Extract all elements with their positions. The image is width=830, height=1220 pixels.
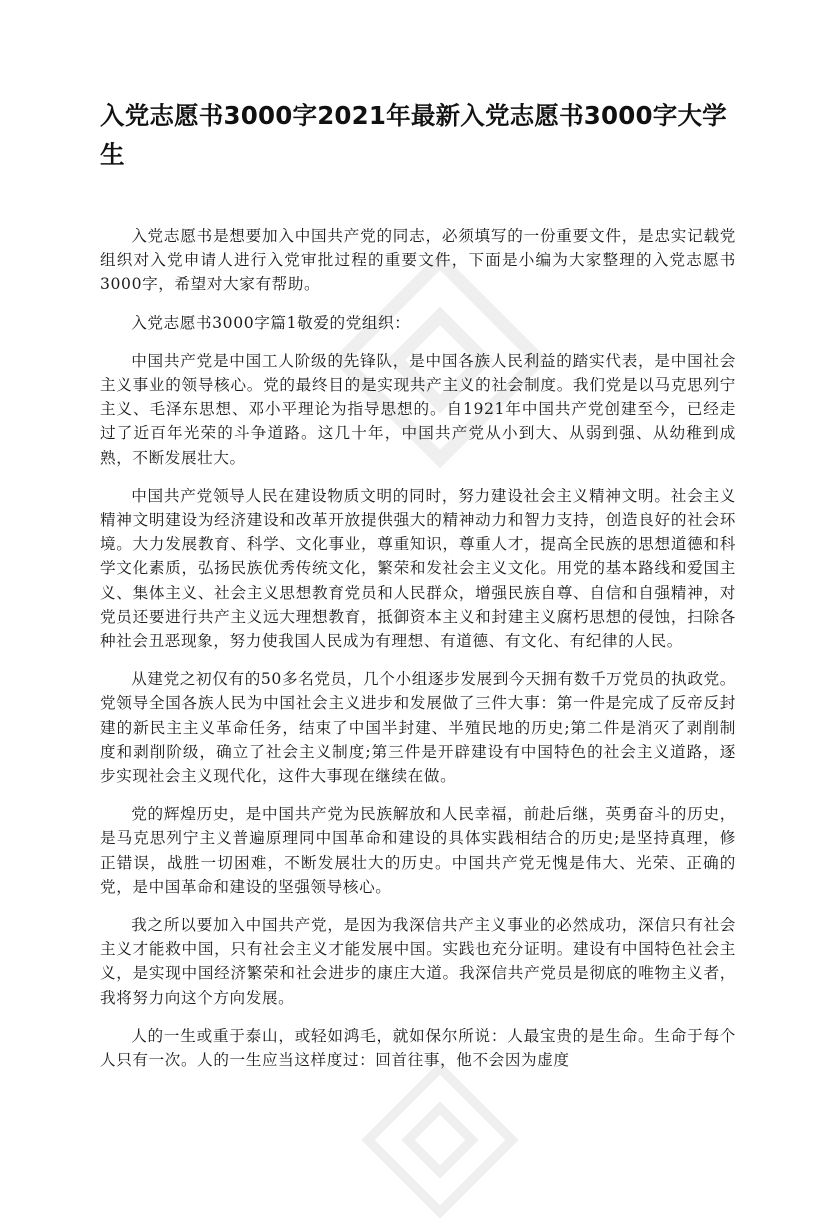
document-title: 入党志愿书3000字2021年最新入党志愿书3000字大学生 (100, 101, 727, 169)
paragraph-intro: 入党志愿书是想要加入中国共产党的同志，必须填写的一份重要文件，是忠实记载党组织对入党申请人进行入党审批过程的重要文件，下面是小编为大家整理的入党志愿书3000字，希望对大家有帮助。 (100, 227, 736, 294)
paragraph: 中国共产党领导人民在建设物质文明的同时，努力建设社会主义精神文明。社会主义精神文明建设为经济建设和改革开放提供强大的精神动力和智力支持，创造良好的社会环境。大力发展教育、科学、文化事业，尊重知识，尊重人才，提高全民族的思想道德和科学文化素质，弘扬民族优秀传统文化，繁荣和发社会主义文化。用党的基本路线和爱国主义、集体主义、社会主义思想教育党员和人民群众，增强民族自尊、自信和自强精神，对党员还要进行共产主义远大理想教育，抵御资本主义和封建主义腐朽思想的侵蚀，扫除各种社会丑恶现象，努力使我国人民成为有理想、有道德、有文化、有纪律的人民。 (100, 486, 736, 651)
paragraph: 党的辉煌历史，是中国共产党为民族解放和人民幸福，前赴后继，英勇奋斗的历史，是马克思列宁主义普遍原理同中国革命和建设的具体实践相结合的历史;是坚持真理，修正错误，战胜一切困难，不断发展壮大的历史。中国共产党无愧是伟大、光荣、正确的党，是中国革命和建设的坚强领导核心。 (100, 805, 736, 896)
paragraph: 中国共产党是中国工人阶级的先锋队，是中国各族人民利益的踏实代表，是中国社会主义事业的领导核心。党的最终目的是实现共产主义的社会制度。我们党是以马克思列宁主义、毛泽东思想、邓小平理论为指导思想的。自1921年中国共产党创建至今，已经走过了近百年光荣的斗争道路。这几十年，中国共产党从小到大、从弱到强、从幼稚到成熟，不断发展壮大。 (100, 351, 736, 467)
document-body (100, 224, 736, 1072)
paragraph-salutation: 入党志愿书3000字篇1敬爱的党组织： (131, 313, 411, 332)
paragraph: 人的一生或重于泰山，或轻如鸿毛，就如保尔所说：人最宝贵的是生命。生命于每个人只有一次。人的一生应当这样度过：回首往事，他不会因为虚度 (100, 1026, 736, 1070)
paragraph: 我之所以要加入中国共产党，是因为我深信共产主义事业的必然成功，深信只有社会主义才能救中国，只有社会主义才能发展中国。实践也充分证明。建设有中国特色社会主义，是实现中国经济繁荣和社会进步的康庄大道。我深信共产党员是彻底的唯物主义者，我将努力向这个方向发展。 (100, 916, 736, 1007)
document-page (100, 96, 736, 1086)
paragraph: 从建党之初仅有的50多名党员，几个小组逐步发展到今天拥有数千万党员的执政党。党领导全国各族人民为中国社会主义进步和发展做了三件大事：第一件是完成了反帝反封建的新民主主义革命任务，结束了中国半封建、半殖民地的历史;第二件是消灭了剥削制度和剥削阶级，确立了社会主义制度;第三件是开辟建设有中国特色的社会主义道路，逐步实现社会主义现代化，这件大事现在继续在做。 (100, 670, 736, 786)
